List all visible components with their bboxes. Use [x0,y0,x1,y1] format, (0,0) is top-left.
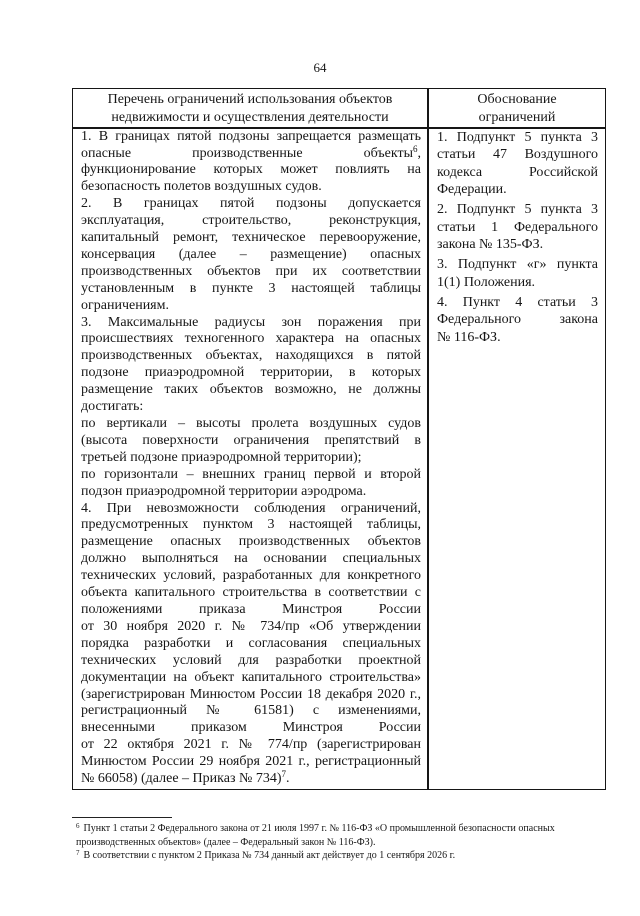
restriction-4-line: должно выполняться на основании специальных [81,551,421,567]
restriction-3-line: достигать: [81,399,144,415]
restriction-1-line: функционирование которых может повлиять на [81,162,421,178]
restriction-4-line: документации на объект капитального строительства» [81,669,421,685]
restriction-4-line: технических условий для разработки проектной [81,652,421,668]
restriction-4-line: от 22 октября 2021 г. № 774/пр (зарегистрирован [81,737,421,753]
restriction-2-line: 2. В границах пятой подзоны допускается [81,196,421,212]
justification-2-line: закона № 135-ФЗ. [437,237,544,253]
justification-4-line: № 116-ФЗ. [437,329,501,345]
restriction-4-line-suffix: . [286,771,290,787]
restriction-4-line: от 30 ноября 2020 г. № 734/пр «Об утверждении [81,618,421,634]
restriction-4-line: порядка разработки и согласования специальных [81,635,421,651]
restriction-4-line: технических условий, разработанных для конкретного [81,568,421,584]
footnote-7-marker: 7 [76,849,80,857]
footnote-6-marker: 6 [76,822,80,830]
justification-2-line: статьи 1 Федерального [437,219,598,235]
footnote-separator [72,817,172,818]
restrictions-column [81,129,421,788]
footnote-ref-6: 6 [413,143,418,154]
restriction-4-line: положениями приказа Минстроя России [81,601,421,617]
restriction-3-line: подзоне приаэродромной территории, в которых [81,365,421,381]
restriction-2 [81,196,421,314]
restriction-3-horizontal-line: подзон приаэродромной территории аэродрома. [81,483,367,499]
restriction-3-horizontal-line: по горизонтали – внешних границ первой и второй [81,466,421,482]
justification-4-line: 4. Пункт 4 статьи 3 [437,294,598,310]
table-column-divider [427,88,429,790]
restriction-4-line: 4. При невозможности соблюдения ограничений, [81,500,421,516]
restriction-3-vertical-line: (высота поверхности ограничения препятствий в [81,432,421,448]
restriction-4 [81,501,421,788]
restriction-1-line-text: опасные производственные объекты [81,145,413,161]
restriction-4-line: размещение опасных производственных объектов [81,534,421,550]
restriction-2-line: ограничениям. [81,297,169,313]
justification-2 [437,201,598,254]
footnote-6-line [76,822,555,836]
restriction-2-line: консервация (далее – размещение) опасных [81,246,421,262]
restriction-1-line: 1. В границах пятой подзоны запрещается размещать [81,128,421,144]
justification-4 [437,294,598,347]
restriction-2-line: эксплуатация, строительство, реконструкция, [81,213,421,229]
restriction-3-line: происшествиях техногенного характера на опасных [81,331,421,347]
restriction-4-line: (зарегистрирован Минюстом России 18 декабря 2020 г., [81,686,421,702]
table-header-left [72,91,428,127]
footnote-6-line: производственных объектов» (далее – Федеральный закон № 116-ФЗ). [76,836,376,848]
restriction-3-line: размещение таких объектов возможно, не должны [81,382,421,398]
restriction-2-line: производственных объектов при их соответствии [81,263,421,279]
footnote-6-text: Пункт 1 статьи 2 Федерального закона от 21 июля 1997 г. № 116-ФЗ «О промышленной безопасности опасных [83,823,555,834]
restriction-3-line: производственных объектах, находящихся в пятой [81,348,421,364]
restriction-4-line: внесенными приказом Минстроя России [81,720,421,736]
footnote-ref-7: 7 [281,769,287,780]
header-right-line: Обоснование [477,92,557,107]
justification-3 [437,256,598,291]
justification-1-line: Федерации. [437,182,507,198]
footnote-7-text: В соответствии с пунктом 2 Приказа № 734 данный акт действует до 1 сентября 2026 г. [83,850,456,861]
restriction-3-line: 3. Максимальные радиусы зон поражения при [81,314,421,330]
justification-1 [437,129,598,199]
justification-1-line: 1. Подпункт 5 пункта 3 [437,129,598,145]
restriction-4-line-text: № 66058) (далее – Приказ № 734) [81,771,282,787]
restriction-3-vertical-line: по вертикали – высоты пролета воздушных судов [81,416,421,431]
justification-1-line: статьи 47 Воздушного [437,147,598,163]
restriction-4-line: регистрационный № 61581) с изменениями, [81,703,421,719]
restriction-4-line: предусмотренных пунктом 3 настоящей таблицы, [81,517,421,533]
page-number: 64 [313,60,327,75]
table-header-right [428,91,606,127]
restriction-2-line: установленным в пункте 3 настоящей таблицы [81,280,421,296]
justification-1-line: кодекса Российской [437,164,598,180]
header-left-line: недвижимости и осуществления деятельности [111,109,389,125]
header-left-line: Перечень ограничений использования объектов [107,92,393,107]
restriction-3 [81,315,421,416]
footnotes [76,822,555,863]
restriction-4-line: Минюстом России 29 ноября 2021 г., регистрационный [81,754,421,770]
restriction-1-line-suffix: , [417,145,421,161]
restriction-3-vertical [81,416,421,467]
restriction-1 [81,129,421,197]
restriction-3-horizontal [81,467,421,501]
justifications-column [437,129,598,347]
restriction-1-line [81,143,421,163]
restriction-3-vertical-line: третьей подзоне приаэродромной территории); [81,449,362,465]
footnote-7-line [76,849,555,863]
header-right-line: ограничений [478,109,556,125]
restriction-1-line: безопасность полетов воздушных судов. [81,179,322,195]
restriction-4-line: объекта капитального строительства в соответствии с [81,585,421,601]
justification-2-line: 2. Подпункт 5 пункта 3 [437,202,598,218]
restriction-4-line [81,771,421,788]
justification-3-line: 3. Подпункт «г» пункта [437,257,598,273]
restriction-2-line: капитальный ремонт, техническое перевооружение, [81,230,421,246]
justification-4-line: Федерального закона [437,312,598,328]
justification-3-line: 1(1) Положения. [437,274,536,290]
